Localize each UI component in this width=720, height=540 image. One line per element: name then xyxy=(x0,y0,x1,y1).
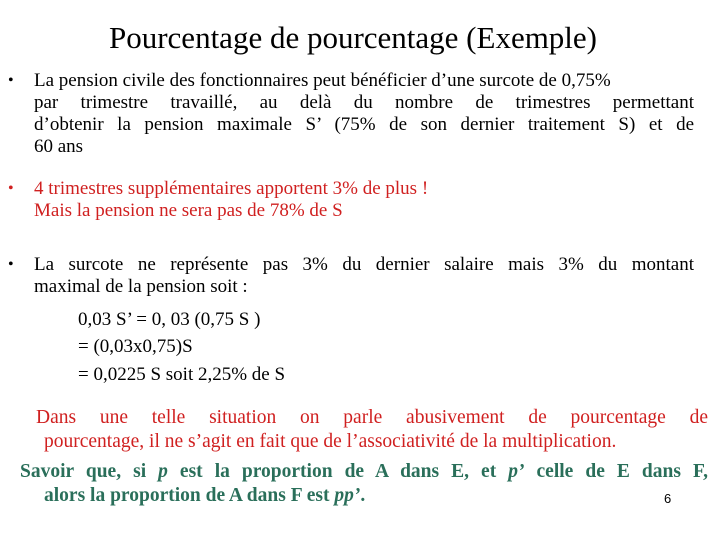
equation-line-1: 0,03 S’ = 0, 03 (0,75 S ) xyxy=(78,309,261,330)
note-text: est la proportion de A dans E, et xyxy=(167,461,509,482)
paragraph-line: Mais la pension ne sera pas de 78% de S xyxy=(34,200,343,221)
paragraph-surcote xyxy=(34,254,694,298)
note-proportion-line-2 xyxy=(44,484,365,508)
variable-p: p xyxy=(158,461,168,482)
note-abusive-line-1: Dans une telle situation on parle abusivement de pourcentage de xyxy=(36,407,708,428)
variable-p-prime: p’ xyxy=(508,461,525,482)
paragraph-line: 4 trimestres supplémentaires apportent 3% de plus ! xyxy=(34,178,429,199)
paragraph-trimestres xyxy=(34,178,694,222)
equation-line-3: = 0,0225 S soit 2,25% de S xyxy=(78,364,286,385)
note-text: alors la proportion de A dans F est xyxy=(44,485,335,506)
slide-title: Pourcentage de pourcentage (Exemple) xyxy=(108,20,598,55)
page-number: 6 xyxy=(664,491,672,506)
paragraph-line: 60 ans xyxy=(34,136,84,157)
bullet-1: • xyxy=(8,72,14,89)
bullet-3: • xyxy=(8,256,14,273)
note-text: . xyxy=(360,485,366,506)
paragraph-pension xyxy=(34,70,694,158)
note-text: Savoir que, si xyxy=(20,461,159,482)
paragraph-line: maximal de la pension soit : xyxy=(34,276,248,297)
paragraph-line: d’obtenir la pension maximale S’ (75% de son dernier traitement S) et de xyxy=(34,114,694,135)
paragraph-line: par trimestre travaillé, au delà du nombre de trimestres permettant xyxy=(34,92,694,113)
note-abusive-line-2: pourcentage, il ne s’agit en fait que de l’associativité de la multiplication. xyxy=(44,431,617,452)
paragraph-line: La surcote ne représente pas 3% du dernier salaire mais 3% du montant xyxy=(34,254,694,275)
variable-pp-prime: pp’ xyxy=(334,485,361,506)
bullet-2: • xyxy=(8,180,14,197)
paragraph-line: La pension civile des fonctionnaires peut bénéficier d’une surcote de 0,75% xyxy=(34,70,611,91)
equation-line-2: = (0,03x0,75)S xyxy=(78,336,193,357)
note-proportion-line-1 xyxy=(20,460,708,484)
note-text: celle de E dans F, xyxy=(524,461,708,482)
